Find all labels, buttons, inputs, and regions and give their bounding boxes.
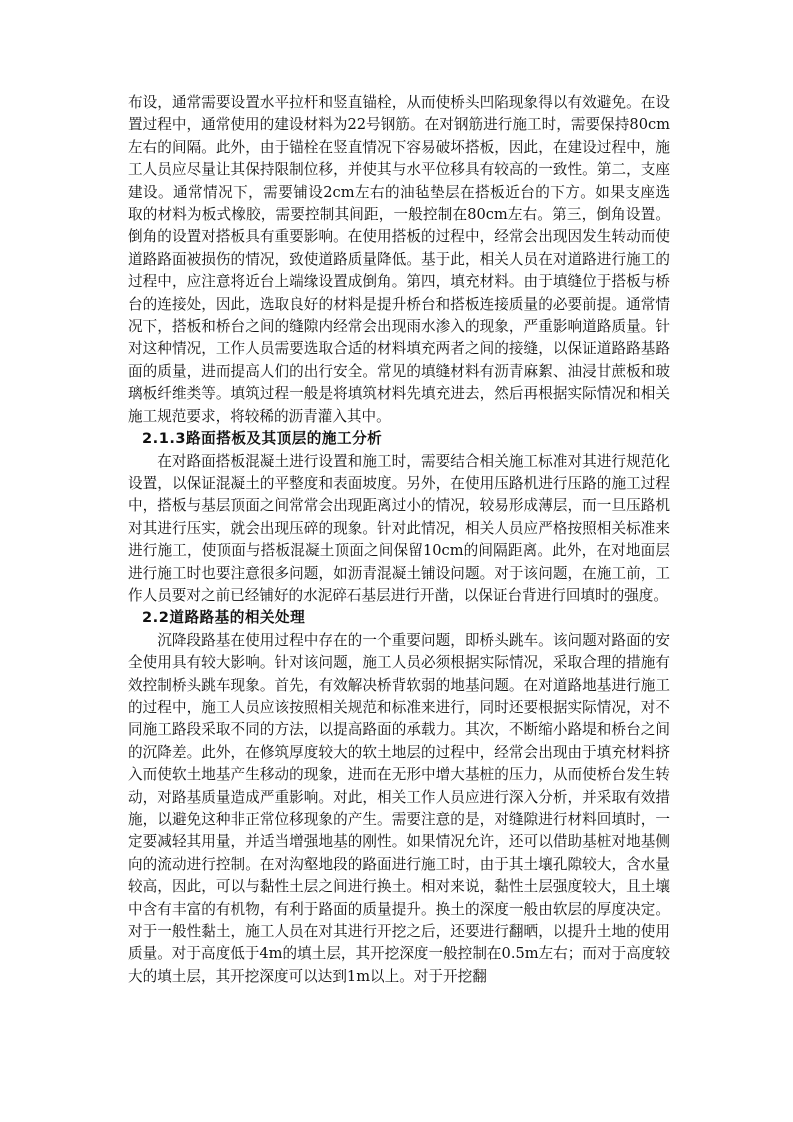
body-paragraph: 布设，通常需要设置水平拉杆和竖直锚栓，从而使桥头凹陷现象得以有效避免。在设置过程中，通常使用的建设材料为22号钢筋。在对钢筋进行施工时，需要保持80cm左右的间隔。此外，由于锚栓在竖直情况下容易破坏搭板，因此，在建设过程中，施工人员应尽量让其保持限制位移，并使其与水平位移具有较高的一致性。第二，支座建设。通常情况下，需要铺设2cm左右的油毡垫层在搭板近台的下方。如果支座选取的材料为板式橡胶，需要控制其间距，一般控制在80cm左右。第三，倒角设置。倒角的设置对搭板具有重要影响。在使用搭板的过程中，经常会出现因发生转动而使道路路面被损伤的情况，致使道路质量降低。基于此，相关人员在对道路进行施工的过程中，应注意将近台上端缘设置成倒角。第四，填充材料。由于填缝位于搭板与桥台的连接处，因此，选取良好的材料是提升桥台和搭板连接质量的必要前提。通常情况下，搭板和桥台之间的缝隙内经常会出现雨水渗入的现象，严重影响道路质量。针对这种情况，工作人员需要选取合适的材料填充两者之间的接缝，以保证道路路基路面的质量，进而提高人们的出行安全。常见的填缝材料有沥青麻絮、油浸甘蔗板和玻璃板纤维类等。填筑过程一般是将填筑材料先填充进去，然后再根据实际情况和相关施工规范要求，将较稀的沥青灌入其中。 xyxy=(128,94,670,425)
body-paragraph: 在对路面搭板混凝土进行设置和施工时，需要结合相关施工标准对其进行规范化设置，以保证混凝土的平整度和表面坡度。另外，在使用压路机进行压路的施工过程中，搭板与基层顶面之间常常会出现距离过小的情况，较易形成薄层，而一旦压路机对其进行压实，就会出现压碎的现象。针对此情况，相关人员应严格按照相关标准来进行施工，使顶面与搭板混凝土顶面之间保留10cm的间隔距离。此外，在对地面层进行施工时也要注意很多问题，如沥青混凝土铺设问题。对于该问题，在施工前，工作人员要对之前已经铺好的水泥碎石基层进行开凿，以保证台背进行回填时的强度。 xyxy=(128,452,670,604)
body-paragraph: 沉降段路基在使用过程中存在的一个重要问题，即桥头跳车。该问题对路面的安全使用具有较大影响。针对该问题，施工人员必须根据实际情况，采取合理的措施有效控制桥头跳车现象。首先，有效解决桥背软弱的地基问题。在对道路地基进行施工的过程中，施工人员应该按照相关规范和标准来进行，同时还要根据实际情况，对不同施工路段采取不同的方法，以提高路面的承载力。其次，不断缩小路堤和桥台之间的沉降差。此外，在修筑厚度较大的软土地层的过程中，经常会出现由于填充材料挤入而使软土地基产生移动的现象，进而在无形中增大基桩的压力，从而使桥台发生转动，对路基质量造成严重影响。对此，相关工作人员应进行深入分析，并采取有效措施，以避免这种非正常位移现象的产生。需要注意的是，对缝隙进行材料回填时，一定要减轻其用量，并适当增强地基的刚性。如果情况允许，还可以借助基桩对地基侧向的流动进行控制。在对沟壑地段的路面进行施工时，由于其土壤孔隙较大，含水量较高，因此，可以与黏性土层之间进行换土。相对来说，黏性土层强度较大，且土壤中含有丰富的有机物，有利于路面的质量提升。换土的深度一般由软层的厚度决定。对于一般性黏土，施工人员在对其进行开挖之后，还要进行翻晒，以提升土地的使用质量。对于高度低于4m的填土层，其开挖深度一般控制在0.5m左右；而对于高度较大的填土层，其开挖深度可以达到1m以上。对于开挖翻 xyxy=(128,631,670,985)
document-page xyxy=(128,92,670,988)
section-heading: 2.1.3路面搭板及其顶层的施工分析 xyxy=(142,430,383,448)
section-heading: 2.2道路路基的相关处理 xyxy=(142,609,306,627)
